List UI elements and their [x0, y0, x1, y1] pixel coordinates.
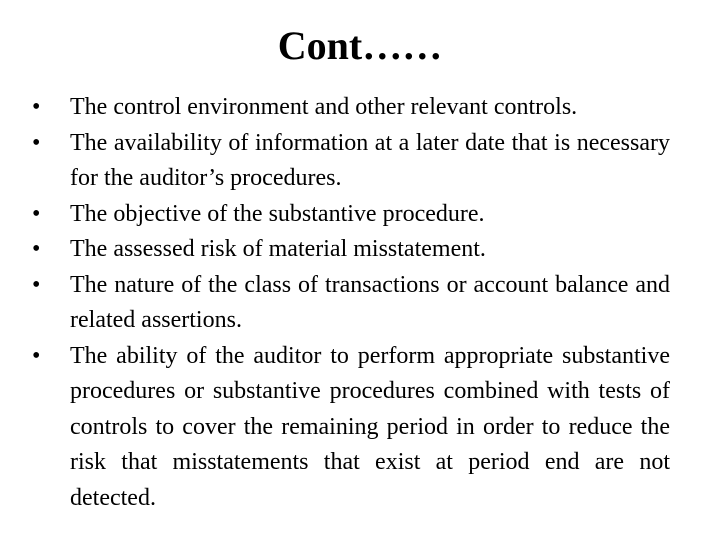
bullet-item: [32, 268, 670, 339]
bullet-icon: •: [32, 129, 41, 156]
bullet-icon: •: [32, 342, 41, 369]
bullet-text: The control environment and other relevant controls.: [70, 94, 578, 120]
bullet-icon: •: [32, 236, 41, 262]
bullet-item: [32, 197, 670, 233]
bullet-icon: •: [32, 94, 41, 120]
slide-title: Cont……: [277, 23, 443, 68]
bullet-text: The objective of the substantive procedure.: [70, 200, 485, 227]
bullet-text: The availability of information at a later date that is necessary for the auditor’s procedures.: [70, 129, 670, 191]
bullet-item: [32, 90, 670, 126]
bullet-item: [32, 339, 670, 517]
bullet-item: [32, 232, 670, 268]
bullet-icon: •: [32, 200, 41, 227]
bullet-item: [32, 126, 670, 197]
bullet-text: The assessed risk of material misstatement.: [70, 236, 486, 262]
bullet-list: [32, 90, 670, 516]
bullet-icon: •: [32, 271, 41, 298]
bullet-text: The ability of the auditor to perform appropriate substantive procedures or substantive procedures combined with tests of controls to cover the remaining period in order to reduce the risk that misstatements that exist at period end are not detected.: [70, 342, 670, 511]
bullet-text: The nature of the class of transactions or account balance and related assertions.: [70, 271, 670, 333]
